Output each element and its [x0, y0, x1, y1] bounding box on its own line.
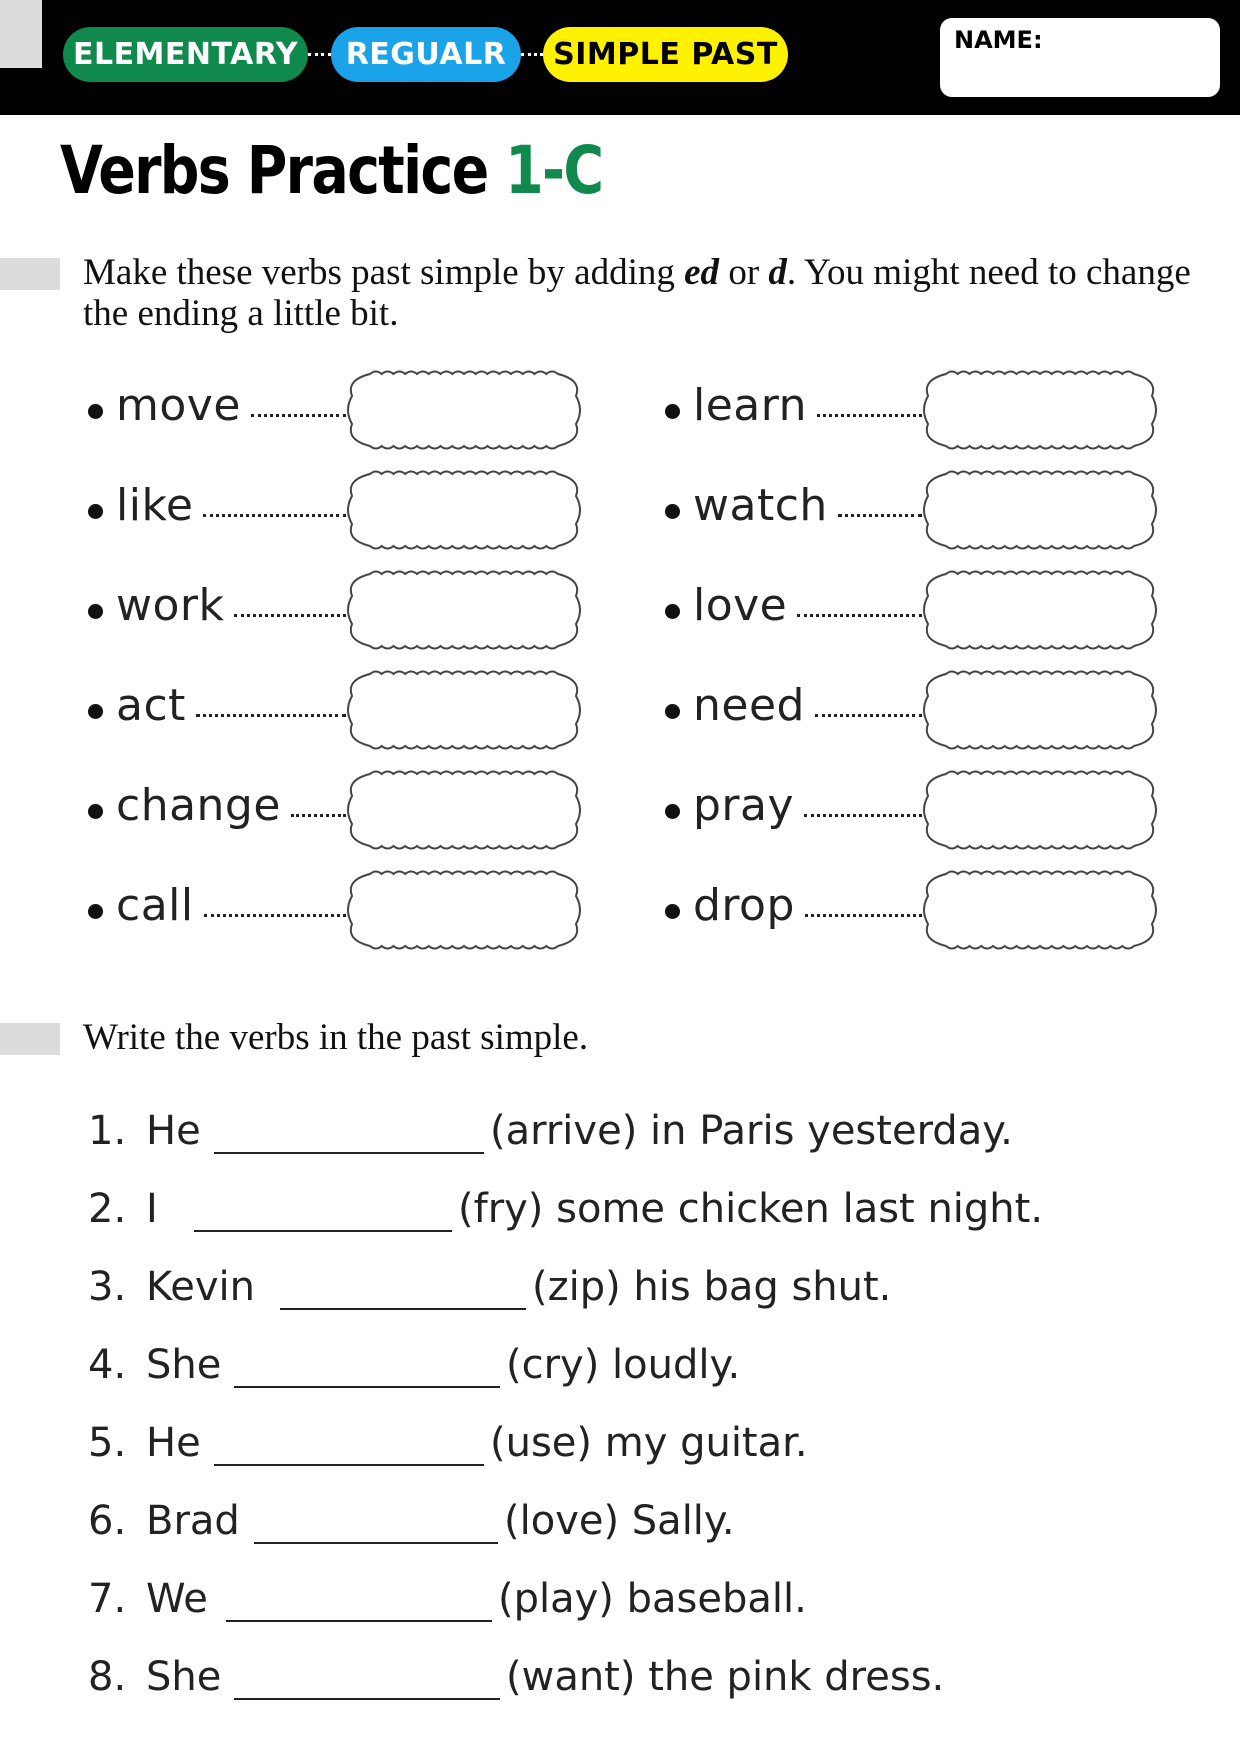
instruction-d: d: [768, 252, 787, 293]
level-pill-elementary: ELEMENTARY: [63, 27, 308, 82]
answer-box[interactable]: [346, 770, 582, 850]
dotted-leader: [805, 914, 922, 917]
bullet-icon: [665, 904, 680, 919]
dotted-leader: [804, 814, 922, 817]
sentence-item: [88, 1100, 1188, 1160]
sentence-item: [88, 1178, 1188, 1238]
answer-box[interactable]: [922, 870, 1158, 950]
sentence-subject: He: [146, 1420, 201, 1466]
answer-box-outline: [348, 772, 580, 849]
dotted-leader: [204, 914, 346, 917]
dotted-leader: [797, 614, 922, 617]
level-pill-simple-past: SIMPLE PAST: [543, 27, 788, 82]
corner-tab: [0, 0, 42, 68]
name-label: NAME:: [954, 26, 1043, 54]
sentence-rest: (zip) his bag shut.: [532, 1264, 892, 1310]
sentence-number: 8.: [88, 1654, 127, 1700]
section-marker: [0, 1023, 60, 1055]
sentence-subject: She: [146, 1342, 222, 1388]
sentence-number: 2.: [88, 1186, 127, 1232]
bullet-icon: [665, 804, 680, 819]
verb-word: change: [116, 780, 281, 831]
answer-box[interactable]: [346, 370, 582, 450]
answer-box[interactable]: [346, 570, 582, 650]
answer-box[interactable]: [922, 470, 1158, 550]
sentence-item: [88, 1256, 1188, 1316]
answer-blank[interactable]: [234, 1698, 500, 1700]
bullet-icon: [88, 804, 103, 819]
bullet-icon: [88, 704, 103, 719]
answer-box[interactable]: [922, 770, 1158, 850]
verb-item: [665, 470, 1158, 550]
verb-item: [88, 670, 582, 750]
dotted-leader: [817, 414, 922, 417]
sentence-rest: (love) Sally.: [504, 1498, 735, 1544]
pill-connector: [308, 53, 331, 56]
sentence-rest: (use) my guitar.: [490, 1420, 808, 1466]
dotted-leader: [203, 514, 346, 517]
level-pill-regular: REGUALR: [331, 27, 521, 82]
sentence-rest: (play) baseball.: [498, 1576, 807, 1622]
answer-box-outline: [924, 872, 1156, 949]
answer-box[interactable]: [346, 870, 582, 950]
dotted-leader: [838, 514, 922, 517]
answer-blank[interactable]: [214, 1152, 484, 1154]
answer-blank[interactable]: [254, 1542, 498, 1544]
answer-box-outline: [924, 372, 1156, 449]
answer-box-outline: [924, 572, 1156, 649]
instruction-text: or: [719, 252, 769, 293]
section1-instruction: [83, 252, 1213, 334]
name-field[interactable]: [940, 18, 1220, 97]
verb-item: [88, 470, 582, 550]
answer-blank[interactable]: [194, 1230, 452, 1232]
verb-word: need: [693, 680, 805, 731]
answer-box[interactable]: [922, 670, 1158, 750]
sentence-number: 6.: [88, 1498, 127, 1544]
dotted-leader: [815, 714, 922, 717]
verb-item: [88, 370, 582, 450]
sentence-number: 3.: [88, 1264, 127, 1310]
sentence-item: [88, 1646, 1188, 1706]
verb-item: [665, 770, 1158, 850]
answer-blank[interactable]: [226, 1620, 492, 1622]
sentence-number: 5.: [88, 1420, 127, 1466]
answer-blank[interactable]: [214, 1464, 484, 1466]
sentence-subject: Brad: [146, 1498, 240, 1544]
sentence-subject: I: [146, 1186, 158, 1232]
dotted-leader: [251, 414, 346, 417]
bullet-icon: [88, 904, 103, 919]
sentence-rest: (fry) some chicken last night.: [458, 1186, 1044, 1232]
bullet-icon: [665, 604, 680, 619]
sentence-number: 1.: [88, 1108, 127, 1154]
answer-blank[interactable]: [234, 1386, 500, 1388]
pill-connector: [521, 53, 543, 56]
header-bar: [0, 0, 1240, 115]
instruction-text: . You might need to change the ending a little bit.: [83, 252, 1191, 334]
sentence-number: 7.: [88, 1576, 127, 1622]
dotted-leader: [234, 614, 346, 617]
bullet-icon: [665, 704, 680, 719]
section-marker: [0, 258, 60, 290]
answer-box-outline: [924, 472, 1156, 549]
section2-instruction: Write the verbs in the past simple.: [83, 1017, 589, 1058]
verb-item: [665, 870, 1158, 950]
verb-word: work: [116, 580, 225, 631]
sentence-subject: We: [146, 1576, 208, 1622]
verb-item: [665, 570, 1158, 650]
dotted-leader: [291, 814, 346, 817]
sentence-subject: Kevin: [146, 1264, 255, 1310]
bullet-icon: [88, 504, 103, 519]
answer-box-outline: [348, 672, 580, 749]
sentence-rest: (arrive) in Paris yesterday.: [490, 1108, 1013, 1154]
bullet-icon: [665, 504, 680, 519]
sentence-item: [88, 1490, 1188, 1550]
verb-item: [665, 370, 1158, 450]
verb-word: move: [116, 380, 241, 431]
answer-box[interactable]: [346, 470, 582, 550]
verb-item: [88, 770, 582, 850]
answer-box-outline: [348, 572, 580, 649]
answer-box[interactable]: [922, 570, 1158, 650]
bullet-icon: [88, 604, 103, 619]
sentence-subject: He: [146, 1108, 201, 1154]
verb-item: [665, 670, 1158, 750]
answer-box-outline: [348, 472, 580, 549]
sentence-item: [88, 1568, 1188, 1628]
page-title-text: Verbs Practice: [60, 132, 488, 209]
verb-word: like: [116, 480, 194, 531]
sentence-rest: (cry) loudly.: [506, 1342, 741, 1388]
verb-word: call: [116, 880, 194, 931]
answer-box[interactable]: [922, 370, 1158, 450]
bullet-icon: [88, 404, 103, 419]
instruction-ed: ed: [684, 252, 720, 293]
verb-word: love: [693, 580, 788, 631]
bullet-icon: [665, 404, 680, 419]
answer-box-outline: [924, 672, 1156, 749]
instruction-text: Make these verbs past simple by adding: [83, 252, 685, 293]
verb-word: act: [116, 680, 186, 731]
answer-blank[interactable]: [280, 1308, 526, 1310]
answer-box-outline: [348, 872, 580, 949]
dotted-leader: [196, 714, 346, 717]
answer-box-outline: [924, 772, 1156, 849]
verb-word: learn: [693, 380, 807, 431]
sentence-item: [88, 1334, 1188, 1394]
verb-item: [88, 570, 582, 650]
verb-word: drop: [693, 880, 795, 931]
sentence-subject: She: [146, 1654, 222, 1700]
sentence-item: [88, 1412, 1188, 1472]
verb-word: watch: [693, 480, 828, 531]
answer-box[interactable]: [346, 670, 582, 750]
answer-box-outline: [348, 372, 580, 449]
verb-item: [88, 870, 582, 950]
page-title-code: 1-C: [505, 132, 603, 209]
verb-word: pray: [693, 780, 795, 831]
sentence-number: 4.: [88, 1342, 127, 1388]
page-title: [60, 132, 602, 209]
sentence-rest: (want) the pink dress.: [506, 1654, 945, 1700]
